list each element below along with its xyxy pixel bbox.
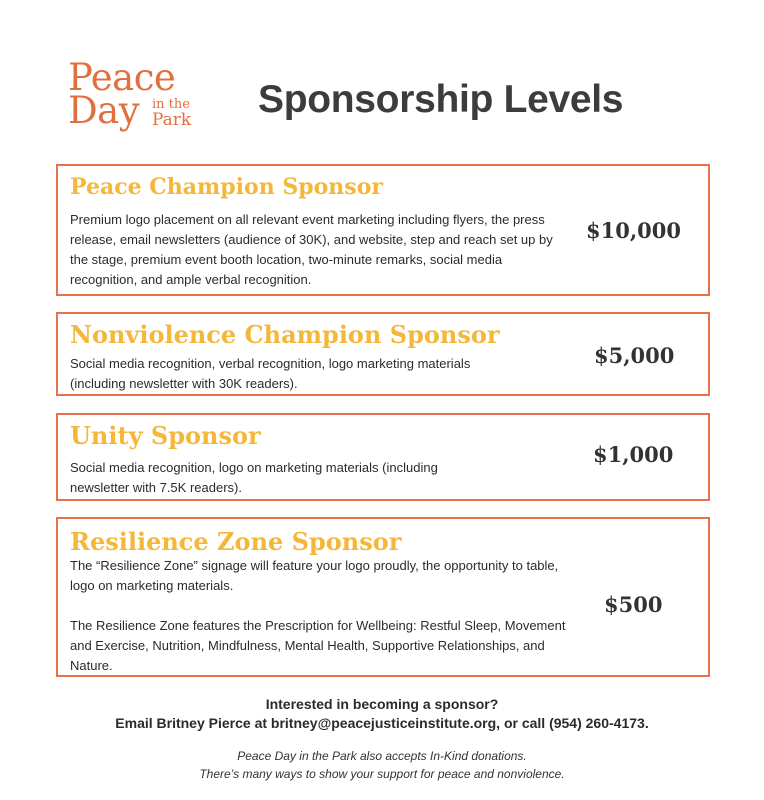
tier-name: Nonviolence Champion Sponsor <box>70 320 500 349</box>
peace-day-logo <box>68 58 198 138</box>
support-note: There’s many ways to show your support for peace and nonviolence. <box>199 767 565 781</box>
tier-price: $500 <box>604 592 663 617</box>
tier-name: Unity Sponsor <box>70 421 261 450</box>
tier-description <box>70 210 556 290</box>
tier-name: Resilience Zone Sponsor <box>70 527 402 556</box>
tier-description <box>70 354 490 394</box>
in-kind-note: Peace Day in the Park also accepts In-Kind donations. <box>237 749 527 763</box>
tier-description-text: The “Resilience Zone” signage will feature your logo proudly, the opportunity to table, logo on marketing materials. <box>70 558 559 593</box>
tier-price: $1,000 <box>593 442 674 467</box>
tier-description <box>70 458 500 498</box>
tier-card-unity <box>56 413 710 501</box>
tier-card-resilience-zone <box>56 517 710 677</box>
cta-heading: Interested in becoming a sponsor? <box>265 696 499 712</box>
tier-description-text: Social media recognition, logo on marketing materials (including newsletter with 7.5K readers). <box>70 460 438 495</box>
logo-word-park: Park <box>152 110 192 130</box>
tier-price: $5,000 <box>594 343 675 368</box>
page-title: Sponsorship Levels <box>258 78 624 121</box>
tier-card-peace-champion <box>56 164 710 296</box>
tier-name: Peace Champion Sponsor <box>70 174 383 200</box>
tier-description-text: Social media recognition, verbal recognition, logo marketing materials (including newsletter with 30K readers). <box>70 356 471 391</box>
tier-description-text: Premium logo placement on all relevant event marketing including flyers, the press release, email newsletters (audience of 30K), and website, step and reach set up by the stage, premium event booth location, two-minute remarks, social media recognition, and ample verbal recognition. <box>70 212 553 287</box>
logo-word-day: Day <box>68 89 140 132</box>
tier-price: $10,000 <box>586 218 681 243</box>
logo-word-in-the: in the <box>152 97 190 112</box>
tier-description <box>70 556 566 676</box>
logo-word-peace: Peace <box>68 56 176 99</box>
tier-card-nonviolence-champion <box>56 312 710 396</box>
cta-contact: Email Britney Pierce at britney@peacejusticeinstitute.org, or call (954) 260-4173. <box>115 715 649 731</box>
tier-description-detail: The Resilience Zone features the Prescription for Wellbeing: Restful Sleep, Movement and Exercise, Nutrition, Mindfulness, Mental Health, Supportive Relationships, and Nature. <box>70 618 566 673</box>
